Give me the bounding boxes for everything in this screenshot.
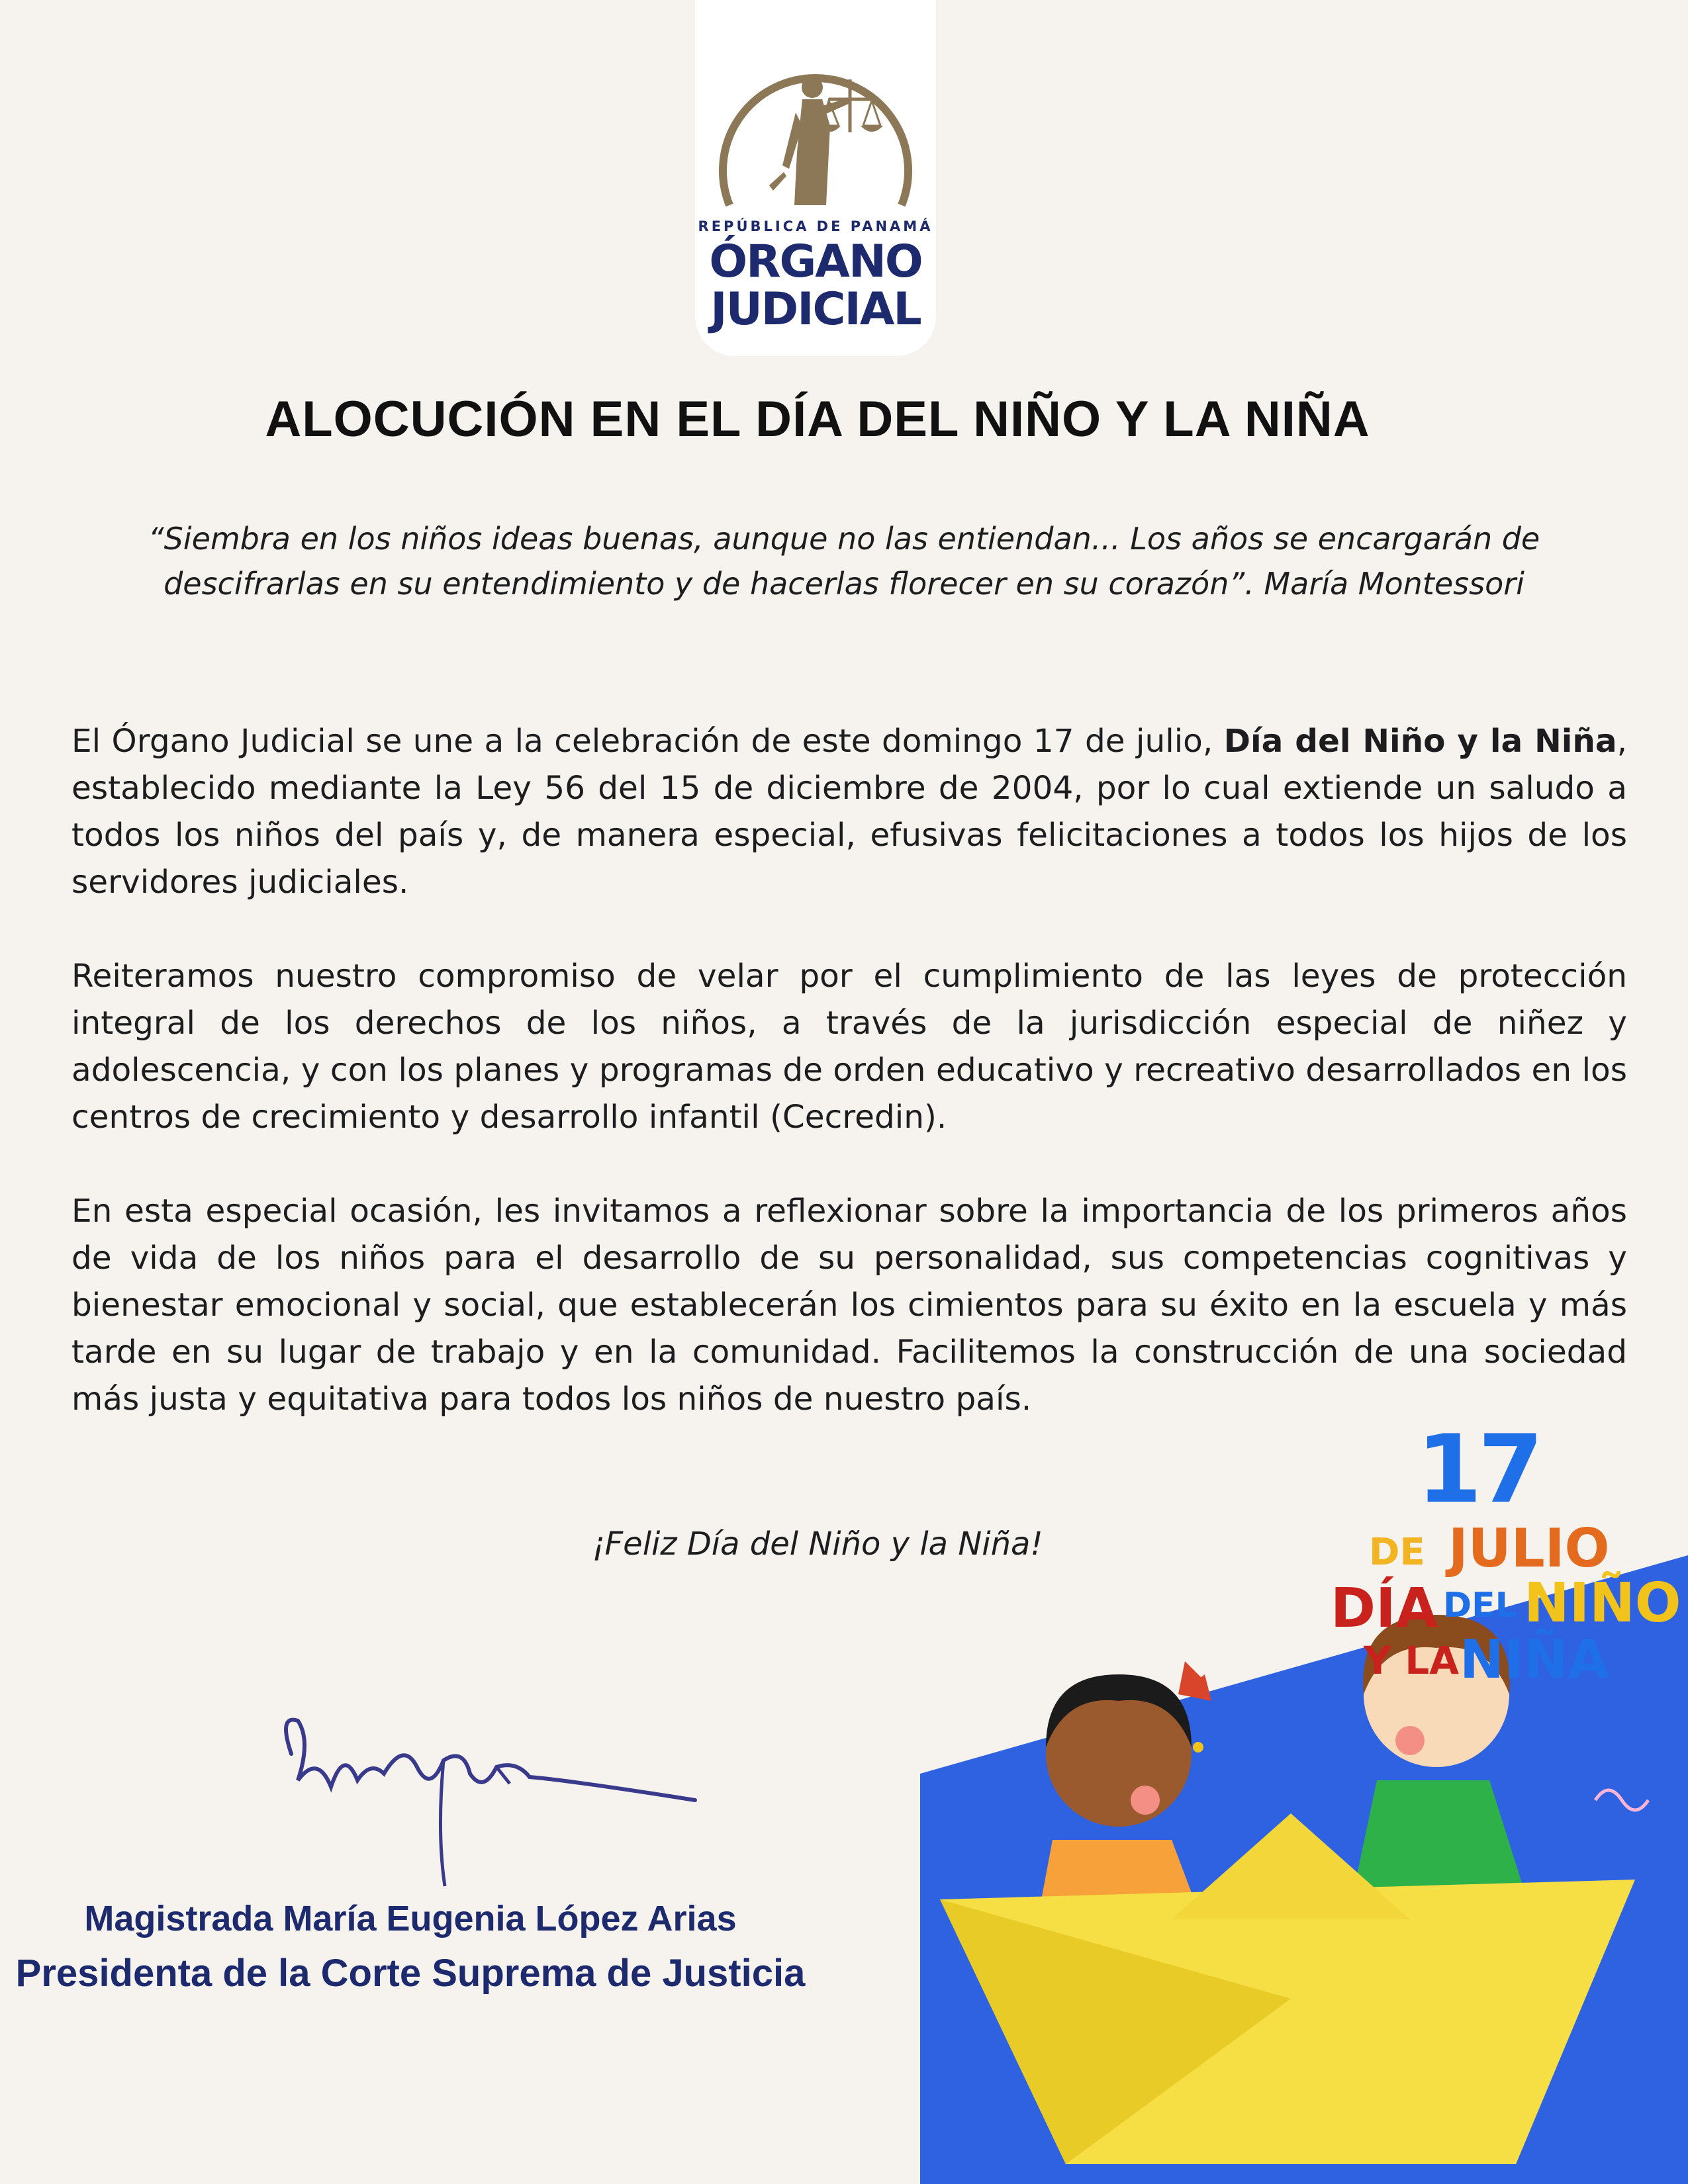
closing-greeting: ¡Feliz Día del Niño y la Niña! <box>592 1525 1043 1563</box>
montessori-quote: “Siembra en los niños ideas buenas, aunque no las entiendan... Los años se encargarán de descifrarlas en su entendimiento y de hacerlas florecer en su corazón”. María Montessori <box>148 521 1540 602</box>
logo-republic-text: REPÚBLICA DE PANAMÁ <box>698 218 933 234</box>
badge-nino: NIÑO <box>1524 1572 1681 1635</box>
logo-judicial-text: JUDICIAL <box>710 283 921 336</box>
badge-nina: NIÑA <box>1460 1629 1609 1690</box>
logo-card <box>695 0 936 356</box>
badge-dia: DÍA <box>1331 1577 1438 1640</box>
badge-day: 17 <box>1417 1415 1540 1524</box>
badge-yla: Y LA <box>1364 1638 1460 1683</box>
signer-name: Magistrada María Eugenia López Arias <box>84 1899 737 1938</box>
paragraph-1: El Órgano Judicial se une a la celebración de este domingo 17 de julio, Día del Niño y la Niña, establecido mediante la Ley 56 del 15 de diciembre de 2004, por lo cual extiende un saludo a todos los niños del país y, de manera especial, efusivas felicitaciones a todos los hijos de los servidores judiciales. <box>71 723 1627 901</box>
badge-month: JULIO <box>1448 1518 1610 1579</box>
badge-del: DEL <box>1443 1586 1517 1625</box>
paragraph-2: Reiteramos nuestro compromiso de velar por el cumplimiento de las leyes de protección integral de los derechos de los niños, a través de la jurisdicción especial de niñez y adolescencia, y con los planes y programas de orden educativo y recreativo desarrollados en los centros de crecimiento y desarrollo infantil (Cecredin). <box>71 958 1627 1136</box>
date-badge <box>1317 1415 1681 1701</box>
badge-de: DE <box>1369 1531 1425 1574</box>
page-title: ALOCUCIÓN EN EL DÍA DEL NIÑO Y LA NIÑA <box>265 391 1370 447</box>
body-text <box>71 718 1627 1470</box>
paragraph-3: En esta especial ocasión, les invitamos a reflexionar sobre la importancia de los primeros años de vida de los niños para el desarrollo de su personalidad, sus competencias cognitivas y bienestar emocional y social, que establecerán los cimientos para su éxito en la escuela y más tarde en su lugar de trabajo y en la comunidad. Facilitemos la construcción de una sociedad más justa y equitativa para todos los niños de nuestro país. <box>71 1193 1627 1418</box>
logo-organo-text: ÓRGANO <box>709 236 922 288</box>
signer-role: Presidenta de la Corte Suprema de Justicia <box>15 1952 806 1995</box>
lady-justice-emblem-icon <box>710 53 921 218</box>
handwritten-signature-icon <box>271 1701 708 1899</box>
paragraph-1-bold: Día del Niño y la Niña <box>1223 723 1617 760</box>
